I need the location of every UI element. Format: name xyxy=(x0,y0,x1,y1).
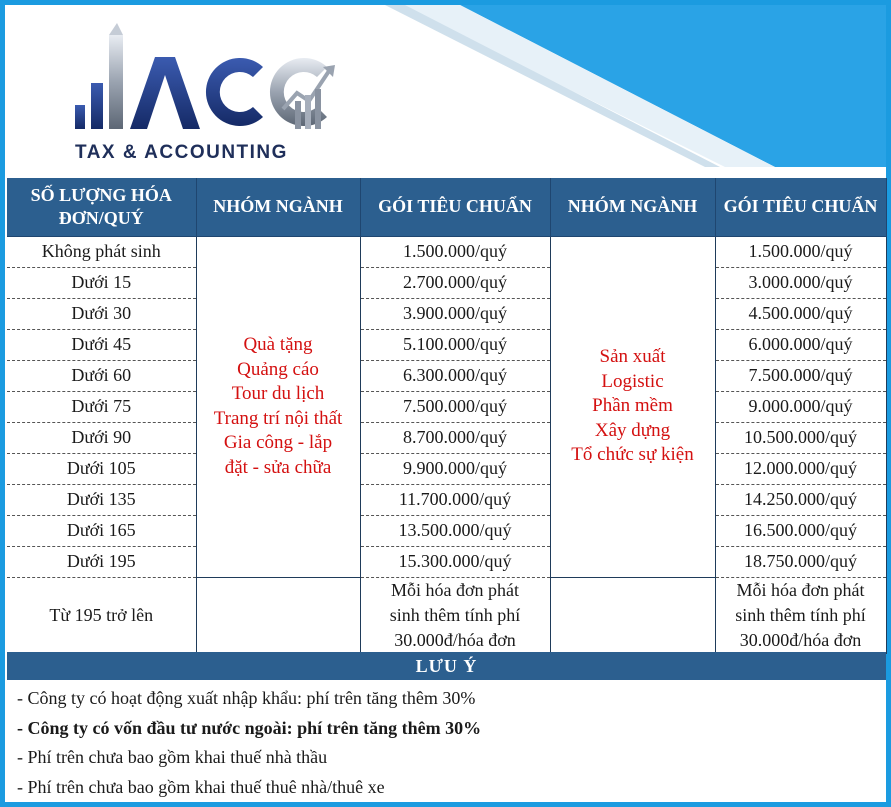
qty-cell: Từ 195 trở lên xyxy=(7,577,196,653)
header-package-1: GÓI TIÊU CHUẨN xyxy=(360,178,550,236)
industry-item: Logistic xyxy=(601,370,664,392)
industry-item: Quảng cáo xyxy=(237,358,319,380)
price-cell: 18.750.000/quý xyxy=(715,546,886,577)
price-cell: 3.900.000/quý xyxy=(360,298,550,329)
industry-item: Tổ chức sự kiện xyxy=(571,444,694,466)
qty-cell: Dưới 165 xyxy=(7,515,196,546)
header-group-2: NHÓM NGÀNH xyxy=(550,178,715,236)
fee-line: Mỗi hóa đơn phát xyxy=(736,579,865,600)
notes-title: LƯU Ý xyxy=(7,652,886,680)
extra-fee-cell-1 xyxy=(360,577,550,653)
price-cell: 10.500.000/quý xyxy=(715,422,886,453)
header-group-1: NHÓM NGÀNH xyxy=(196,178,360,236)
industry-item: Sản xuất xyxy=(599,346,666,368)
industry-item: Tour du lịch xyxy=(231,383,325,404)
qty-cell: Dưới 30 xyxy=(7,298,196,329)
price-cell: 6.300.000/quý xyxy=(360,360,550,391)
extra-fee-cell-2 xyxy=(715,577,886,653)
note-item: - Công ty có vốn đầu tư nước ngoài: phí trên tăng thêm 30% xyxy=(17,717,482,738)
qty-cell: Dưới 60 xyxy=(7,360,196,391)
price-cell: 13.500.000/quý xyxy=(360,515,550,546)
header-quantity: SỐ LƯỢNG HÓA ĐƠN/QUÝ xyxy=(7,178,196,236)
price-cell: 1.500.000/quý xyxy=(360,236,550,267)
table-row xyxy=(7,546,886,577)
price-cell: 9.900.000/quý xyxy=(360,453,550,484)
industry-item: Xây dựng xyxy=(594,419,671,441)
header-package-2: GÓI TIÊU CHUẨN xyxy=(715,178,886,236)
price-cell: 15.300.000/quý xyxy=(360,546,550,577)
qty-cell: Dưới 90 xyxy=(7,422,196,453)
price-cell: 7.500.000/quý xyxy=(360,391,550,422)
note-item: - Phí trên chưa bao gồm khai thuế nhà thầu xyxy=(17,747,328,767)
price-cell: 11.700.000/quý xyxy=(360,484,550,515)
table-header-row xyxy=(7,178,886,236)
qty-cell: Không phát sinh xyxy=(7,236,196,267)
fee-line: 30.000đ/hóa đơn xyxy=(739,629,862,650)
header-banner xyxy=(5,5,886,173)
price-cell: 3.000.000/quý xyxy=(715,267,886,298)
industry-group-1 xyxy=(196,236,360,577)
group-2-empty xyxy=(550,577,715,653)
qty-cell: Dưới 135 xyxy=(7,484,196,515)
table-row xyxy=(7,422,886,453)
price-cell: 9.000.000/quý xyxy=(715,391,886,422)
fee-line: 30.000đ/hóa đơn xyxy=(394,629,516,650)
fee-line: sinh thêm tính phí xyxy=(735,604,866,625)
table-row xyxy=(7,329,886,360)
price-cell: 5.100.000/quý xyxy=(360,329,550,360)
price-cell: 12.000.000/quý xyxy=(715,453,886,484)
price-cell: 1.500.000/quý xyxy=(715,236,886,267)
qty-cell: Dưới 105 xyxy=(7,453,196,484)
price-cell: 14.250.000/quý xyxy=(715,484,886,515)
price-cell: 7.500.000/quý xyxy=(715,360,886,391)
price-cell: 16.500.000/quý xyxy=(715,515,886,546)
table-row xyxy=(7,453,886,484)
table-row xyxy=(7,267,886,298)
price-cell: 2.700.000/quý xyxy=(360,267,550,298)
note-item: - Công ty có hoạt động xuất nhập khẩu: phí trên tăng thêm 30% xyxy=(17,688,476,708)
group-1-empty xyxy=(196,577,360,653)
qty-cell: Dưới 15 xyxy=(7,267,196,298)
tagline: TAX & ACCOUNTING xyxy=(75,142,288,163)
table-row xyxy=(7,484,886,515)
industry-item: đặt - sửa chữa xyxy=(224,456,332,478)
industry-item: Phần mềm xyxy=(592,395,673,417)
table-row xyxy=(7,298,886,329)
industry-item: Trang trí nội thất xyxy=(213,407,343,429)
table-row xyxy=(7,391,886,422)
fee-line: Mỗi hóa đơn phát xyxy=(390,579,519,600)
price-table xyxy=(7,178,887,654)
table-row xyxy=(7,236,886,267)
fee-line: sinh thêm tính phí xyxy=(389,604,521,625)
acc-logo xyxy=(75,23,335,129)
qty-cell: Dưới 45 xyxy=(7,329,196,360)
price-cell: 8.700.000/quý xyxy=(360,422,550,453)
industry-item: Gia công - lắp xyxy=(223,432,333,453)
table-row xyxy=(7,360,886,391)
price-cell: 6.000.000/quý xyxy=(715,329,886,360)
industry-item: Quà tặng xyxy=(243,334,313,355)
industry-group-2 xyxy=(550,236,715,577)
table-row xyxy=(7,577,886,653)
qty-cell: Dưới 75 xyxy=(7,391,196,422)
table-row xyxy=(7,515,886,546)
note-item: - Phí trên chưa bao gồm khai thuế thuê nhà/thuê xe xyxy=(17,776,385,797)
qty-cell: Dưới 195 xyxy=(7,546,196,577)
notes-list xyxy=(17,684,877,802)
price-cell: 4.500.000/quý xyxy=(715,298,886,329)
